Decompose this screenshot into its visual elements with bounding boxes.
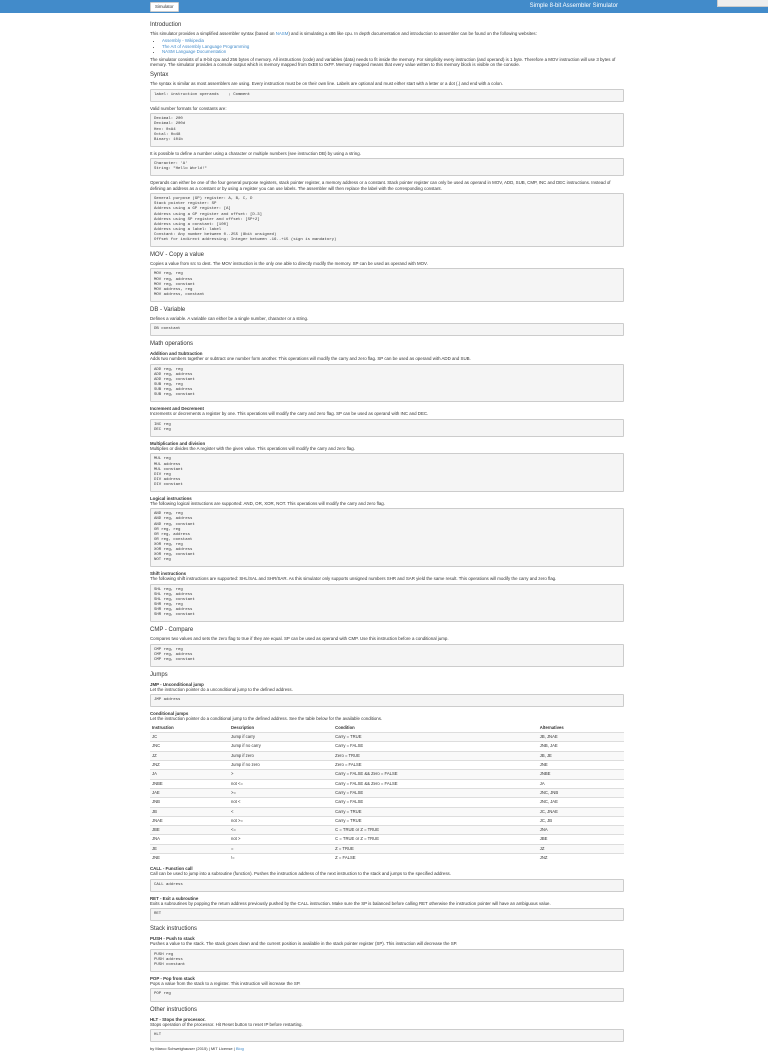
table-row: [150, 733, 624, 742]
table-cell: not >=: [229, 816, 333, 825]
table-row: [150, 761, 624, 770]
table-row: [150, 835, 624, 844]
column-header: Description: [229, 724, 333, 733]
table-cell: !=: [229, 854, 333, 863]
table-cell: Carry = FALSE && Zero = FALSE: [333, 770, 538, 779]
syntax-paragraph: It is possible to define a number using a character or multiple numbers (see instruction DB) by using a string.: [150, 150, 361, 156]
footer-text: by Marco Schweighauser (2015) | MIT License |: [150, 1046, 236, 1051]
push-paragraph: Pushes a value to the stack. The stack grows down and the current position is available in the stack pointer register (SP). This instruction will decrease the SP.: [150, 941, 458, 947]
table-cell: JNE: [538, 761, 624, 770]
nasm-docs-link[interactable]: NASM Language Documentation: [162, 49, 227, 55]
table-cell: JNZ: [150, 761, 229, 770]
table-cell: Carry = TRUE: [333, 733, 538, 742]
push-heading: PUSH - Push to stack: [150, 936, 195, 942]
intro-paragraph: [150, 31, 624, 36]
add-sub-paragraph: Adds two numbers together or subtract one number form another. This operations will modify the carry and zero flag. SP can be used as operand with ADD and SUB.: [150, 356, 471, 362]
intro-paragraph-2: The simulator consists of a 8-bit cpu and 256 bytes of memory. All instructions (code) and variables (data) needs to fit inside the memory. For simplicity every instruction (and operand) is 1 byte. Therefore a MOV instruction will use 3 bytes of memory. The simulator provides a console output which is memory mapped from 0xE8 to 0xFF. Memory mapped means that every value written to this memory block is visible on the console.: [150, 56, 616, 68]
table-cell: JNBE: [538, 770, 624, 779]
table-row: [150, 816, 624, 825]
table-cell: <: [229, 807, 333, 816]
shift-heading: Shift instructions: [150, 571, 187, 577]
table-cell: JNE: [150, 854, 229, 863]
conditional-jumps-paragraph: Let the instruction pointer do a conditional jump to the defined address. See the table below for the available conditions.: [150, 716, 383, 722]
column-header: Condition: [333, 724, 538, 733]
table-cell: JB, JNAE: [538, 733, 624, 742]
table-cell: >=: [229, 788, 333, 797]
code-block: General purpose (GP) register: A, B, C, D Stack pointer register: SP Address using a GP register: [A] Address using a GP register and offset: [D-3] Address using SP register and offset: [SP+2] Address using a constant: [100] Address using a label: label Constant: Any number between 0..255 (8bit unsigned) Offset for indirect addressing: Integer between -16..+15 (sign is mandatory): [150, 193, 624, 247]
code-block: DB constant: [150, 323, 624, 336]
table-cell: JZ: [538, 844, 624, 853]
db-paragraph: Defines a variable. A variable can either be a single number, character or a string.: [150, 315, 309, 321]
table-cell: JNC, JNB: [538, 788, 624, 797]
code-block: ADD reg, reg ADD reg, address ADD reg, constant SUB reg, reg SUB reg, address SUB reg, constant: [150, 364, 624, 403]
math-heading: Math operations: [150, 341, 194, 348]
conditional-jumps-heading: Conditional jumps: [150, 711, 189, 717]
table-cell: JNB, JAE: [538, 742, 624, 751]
documentation-content: [150, 17, 624, 1051]
table-cell: JNA: [150, 835, 229, 844]
code-block: MOV reg, reg MOV reg, address MOV reg, constant MOV address, reg MOV address, constant: [150, 268, 624, 301]
table-cell: JNBE: [150, 779, 229, 788]
jumps-heading: Jumps: [150, 671, 168, 678]
hlt-heading: HLT - Stops the processor.: [150, 1016, 206, 1022]
table-row: [150, 770, 624, 779]
table-cell: <=: [229, 826, 333, 835]
table-cell: >: [229, 770, 333, 779]
mul-div-paragraph: Multiplies or divides the A register with the given value. This operations will modify the carry and zero flag.: [150, 446, 355, 451]
intro-text: This simulator provides a simplified assembler syntax (based on: [150, 31, 276, 36]
intro-text-2: ) and is simulating a x86 like cpu. In depth documentation and introduction to assembler can be found on the following websites:: [288, 31, 537, 36]
table-cell: Jump if zero: [229, 751, 333, 760]
code-block: CALL address: [150, 879, 624, 892]
table-cell: JA: [150, 770, 229, 779]
code-block: INC reg DEC reg: [150, 419, 624, 437]
syntax-paragraph: Valid number formats for constants are:: [150, 105, 227, 111]
table-cell: Carry = TRUE: [333, 816, 538, 825]
table-cell: JNAE: [150, 816, 229, 825]
table-cell: JE: [150, 844, 229, 853]
syntax-paragraph: The syntax is similar as most assemblers are using. Every instruction must be on their own line. Labels are optional and must either start with a letter or a dot (.) and end with a colon.: [150, 81, 503, 87]
table-cell: Z = FALSE: [333, 854, 538, 863]
code-block: PUSH reg PUSH address PUSH constant: [150, 949, 624, 972]
table-cell: JA: [538, 779, 624, 788]
conditional-jumps-table: [150, 724, 624, 862]
table-cell: Carry = FALSE: [333, 788, 538, 797]
table-cell: JAE: [150, 788, 229, 797]
code-block: SHL reg, reg SHL reg, address SHL reg, constant SHR reg, reg SHR reg, address SHR reg, constant: [150, 584, 624, 623]
table-cell: Jump if carry: [229, 733, 333, 742]
code-block: POP reg: [150, 988, 624, 1001]
logical-paragraph: The following logical instructions are supported: AND, OR, XOR, NOT. This operations will modify the carry and zero flag.: [150, 500, 385, 506]
cmp-heading: CMP - Compare: [150, 627, 194, 634]
mov-paragraph: Copies a value from src to dest. The MOV instruction is the only one able to directly modify the memory. SP can be used as operand with MOV.: [150, 261, 428, 267]
table-cell: =: [229, 844, 333, 853]
cmp-paragraph: Compares two values and sets the zero flag to true if they are equal. SP can be used as operand with CMP. Use this instruction before a conditional jump.: [150, 636, 449, 642]
other-heading: Other instructions: [150, 1006, 198, 1013]
app-title[interactable]: Simple 8-bit Assembler Simulator: [529, 3, 618, 9]
table-row: [150, 807, 624, 816]
table-cell: JNC, JAE: [538, 798, 624, 807]
stack-heading: Stack instructions: [150, 926, 198, 933]
table-cell: JC, JNAE: [538, 807, 624, 816]
db-heading: DB - Variable: [150, 306, 186, 313]
table-cell: Zero = FALSE: [333, 761, 538, 770]
table-row: [150, 788, 624, 797]
table-cell: Carry = TRUE: [333, 807, 538, 816]
table-cell: JNA: [538, 826, 624, 835]
table-row: [150, 826, 624, 835]
syntax-heading: Syntax: [150, 72, 169, 79]
code-block: Decimal: 200 Decimal: 200d Hex: 0xA4 Octal: 0o48 Binary: 101b: [150, 113, 624, 146]
pop-heading: POP - Pop from stack: [150, 976, 195, 982]
table-cell: Z = TRUE: [333, 844, 538, 853]
table-header-row: [150, 724, 624, 733]
table-cell: JBE: [538, 835, 624, 844]
code-block: HLT: [150, 1029, 624, 1042]
hlt-paragraph: Stops operation of the processor. Hit Reset button to reset IP before restarting.: [150, 1021, 303, 1027]
table-cell: not <: [229, 798, 333, 807]
call-heading: CALL - Function call: [150, 866, 193, 872]
table-row: [150, 844, 624, 853]
table-cell: not <=: [229, 779, 333, 788]
table-cell: JZ: [150, 751, 229, 760]
code-block: JMP address: [150, 694, 624, 707]
table-cell: Zero = TRUE: [333, 751, 538, 760]
shift-paragraph: The following shift instructions are supported: SHL/SAL and SHR/SAR. As this simulator only supports unsigned numbers SHR and SAR yield the same result. This operations will modify the carry and zero flag.: [150, 576, 557, 582]
table-cell: Carry = FALSE && Zero = FALSE: [333, 779, 538, 788]
syntax-paragraph: Operands can either be one of the four general purpose registers, stack pointer register, a memory address or a constant. Stack pointer register can only be used as operand in MOV, ADD, SUB, CMP, INC and DEC instructions. Instead of defining an address as a constant or by using a register you can use labels. The assembler will then replace the label with the corresponding constant.: [150, 180, 611, 191]
list-item: [162, 49, 624, 54]
jmp-paragraph: Let the instruction pointer do a unconditional jump to the defined address.: [150, 686, 293, 692]
code-block: CMP reg, reg CMP reg, address CMP reg, constant: [150, 644, 624, 667]
call-paragraph: Call can be used to jump into a subroutine (function). Pushes the instruction address of the next instruction to the stack and jumps to the specified address.: [150, 871, 451, 877]
table-cell: Carry = FALSE: [333, 742, 538, 751]
reference-links: [162, 38, 624, 54]
table-row: [150, 742, 624, 751]
table-cell: Jump if no zero: [229, 761, 333, 770]
nasm-link[interactable]: NASM: [275, 31, 289, 36]
code-block: Character: 'A' String: "Hello World!": [150, 158, 624, 176]
blog-link[interactable]: Blog: [235, 1046, 244, 1051]
logical-heading: Logical instructions: [150, 495, 192, 501]
footer: [150, 1046, 624, 1051]
table-row: [150, 779, 624, 788]
table-cell: JC, JB: [538, 816, 624, 825]
intro-heading: Introduction: [150, 22, 182, 28]
ret-paragraph: Exits a subroutines by popping the return address previously pushed by the CALL instruction. Make sure the SP is balanced before calling RET otherwise the instruction pointer will have an ambiguous value.: [150, 900, 551, 906]
wikipedia-link[interactable]: Assembly - Wikipedia: [162, 38, 204, 44]
table-cell: C = TRUE or Z = TRUE: [333, 826, 538, 835]
top-navbar: [0, 0, 768, 13]
column-header: Alternatives: [538, 724, 624, 733]
column-header: Instruction: [150, 724, 229, 733]
code-block: MUL reg MUL address MUL constant DIV reg DIV address DIV constant: [150, 453, 624, 492]
table-cell: JC: [150, 733, 229, 742]
table-cell: not >: [229, 835, 333, 844]
simulator-button[interactable]: Simulator: [150, 2, 179, 12]
table-cell: JBE: [150, 826, 229, 835]
mov-heading: MOV - Copy a value: [150, 252, 205, 259]
art-of-assembly-link[interactable]: The Art of Assembly Language Programming: [162, 43, 250, 49]
code-block: label: instruction operands ; Comment: [150, 89, 624, 102]
code-block: AND reg, reg AND reg, address AND reg, constant OR reg, reg OR reg, address OR reg, constant XOR reg, reg XOR reg, address XOR reg, constant NOT reg: [150, 508, 624, 567]
table-cell: C = TRUE or Z = TRUE: [333, 835, 538, 844]
add-sub-heading: Addition and Subtraction: [150, 351, 203, 357]
table-cell: JNC: [150, 742, 229, 751]
table-cell: Carry = FALSE: [333, 798, 538, 807]
code-block: RET: [150, 908, 624, 921]
pop-paragraph: Pops a value from the stack to a register. This instruction will increase the SP.: [150, 981, 301, 987]
mul-div-heading: Multiplication and division: [150, 441, 206, 446]
table-row: [150, 751, 624, 760]
table-cell: Jump if no carry: [229, 742, 333, 751]
table-row: [150, 798, 624, 807]
ret-heading: RET - Exit a subroutine: [150, 895, 199, 901]
table-row: [150, 854, 624, 863]
table-cell: JB: [150, 807, 229, 816]
table-cell: JB, JE: [538, 751, 624, 760]
broken-image-icon: [717, 0, 768, 7]
jmp-heading: JMP - Unconditional jump: [150, 681, 204, 687]
table-cell: JNB: [150, 798, 229, 807]
inc-dec-paragraph: Increments or decrements a register by one. This operations will modify the carry and zero flag. SP can be used as operand with INC and DEC.: [150, 411, 429, 417]
table-cell: JNZ: [538, 854, 624, 863]
inc-dec-heading: Increment and Decrement: [150, 406, 204, 412]
